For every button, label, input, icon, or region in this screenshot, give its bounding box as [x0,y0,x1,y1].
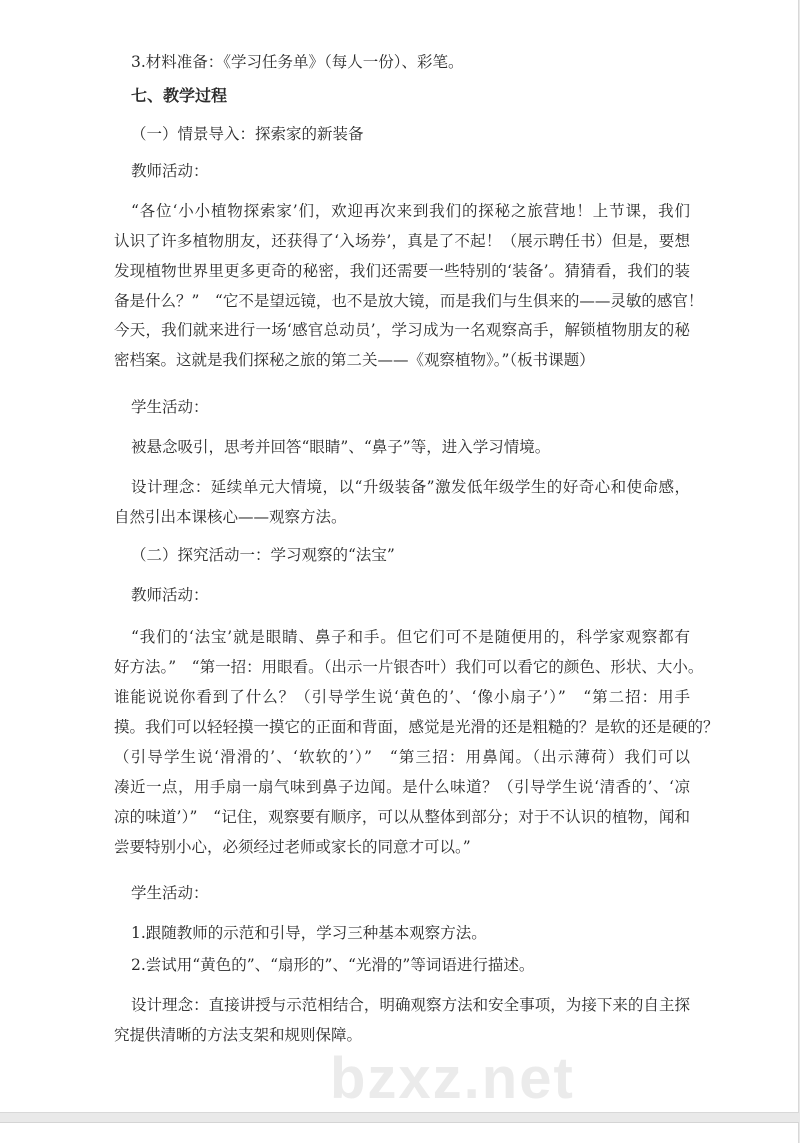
part2-title: （二）探究活动一：学习观察的“法宝” [131,546,395,564]
section-heading: 七、教学过程 [131,86,228,105]
part2-teacher-label: 教师活动： [131,586,209,604]
watermark: bzxz.net [330,1046,575,1111]
part2-design-line: 究提供清晰的方法支架和规则保障。 [114,1026,363,1044]
part1-teacher-label: 教师活动： [131,162,209,180]
part2-teacher-line: 摸。我们可以轻轻摸一摸它的正面和背面，感觉是光滑的还是粗糙的？是软的还是硬的？ [114,718,719,736]
part2-student-item: 2.尝试用“黄色的”、“扇形的”、“光滑的”等词语进行描述。 [131,956,535,974]
part1-teacher-line: “各位‘小小植物探索家’们，欢迎再次来到我们的探秘之旅营地！上节课，我们 [131,202,690,220]
part2-design-line: 设计理念：直接讲授与示范相结合，明确观察方法和安全事项，为接下来的自主探 [131,996,690,1014]
part1-student-text: 被悬念吸引，思考并回答“眼睛”、“鼻子”等，进入学习情境。 [131,438,551,456]
part1-design-line: 设计理念：延续单元大情境，以“升级装备”激发低年级学生的好奇心和使命感， [131,478,690,496]
part1-title: （一）情景导入：探索家的新装备 [131,125,364,143]
part1-teacher-line: 备是什么？” “它不是望远镜，也不是放大镜，而是我们与生俱来的——灵敏的感官！ [114,292,704,310]
part2-teacher-line: 凉的味道’）” “记住，观察要有顺序，可以从整体到部分；对于不认识的植物，闻和 [114,808,690,826]
part2-teacher-line: “我们的‘法宝’就是眼睛、鼻子和手。但它们可不是随便用的，科学家观察都有 [131,628,690,646]
part1-teacher-line: 今天，我们就来进行一场‘感官总动员’，学习成为一名观察高手，解锁植物朋友的秘 [114,321,690,339]
materials-line: 3.材料准备：《学习任务单》（每人一份）、彩笔。 [131,53,464,71]
part1-design-line: 自然引出本课核心——观察方法。 [114,508,347,526]
part2-teacher-line: 尝要特别小心，必须经过老师或家长的同意才可以。” [114,838,471,856]
part2-teacher-line: 凑近一点，用手扇一扇气味到鼻子边闻。是什么味道？（引导学生说‘清香的’、‘凉 [114,778,690,796]
part2-teacher-line: （引导学生说‘滑滑的’、‘软软的’）” “第三招：用鼻闻。（出示薄荷）我们可以 [114,748,690,766]
part2-student-label: 学生活动： [131,884,209,902]
part1-teacher-line: 密档案。这就是我们探秘之旅的第二关——《观察植物》。”（板书课题） [114,351,595,369]
next-page-edge [0,1122,799,1143]
part1-student-label: 学生活动： [131,398,209,416]
part2-teacher-line: 好方法。” “第一招：用眼看。（出示一片银杏叶）我们可以看它的颜色、形状、大小。 [114,658,704,676]
part1-teacher-line: 发现植物世界里更多更奇的秘密，我们还需要一些特别的‘装备’。猜猜看，我们的装 [114,262,690,280]
part2-teacher-line: 谁能说说你看到了什么？（引导学生说‘黄色的’、‘像小扇子’）” “第二招：用手 [114,688,690,706]
part2-student-item: 1.跟随教师的示范和引导，学习三种基本观察方法。 [131,924,487,942]
part1-teacher-line: 认识了许多植物朋友，还获得了‘入场券’，真是了不起！（展示聘任书）但是，要想 [114,232,690,250]
